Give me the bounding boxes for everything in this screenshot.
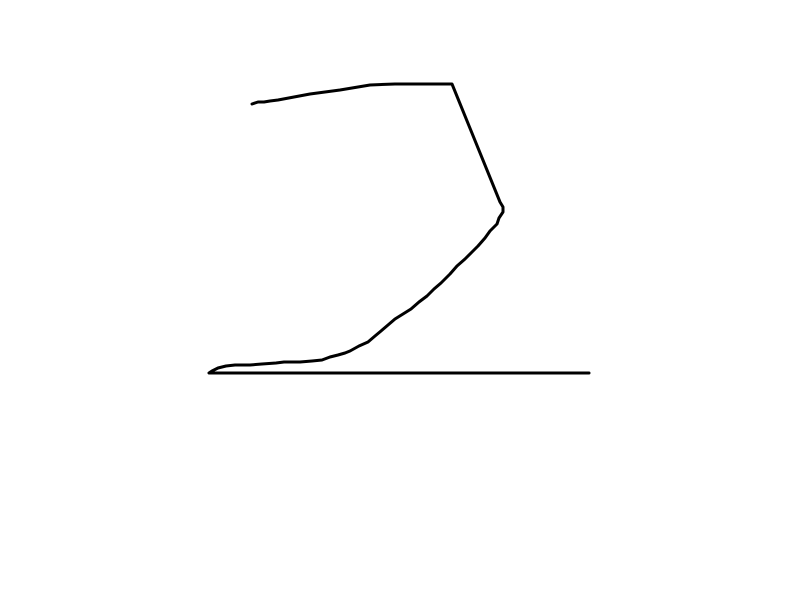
numeral-two-top-stroke: [209, 84, 503, 373]
